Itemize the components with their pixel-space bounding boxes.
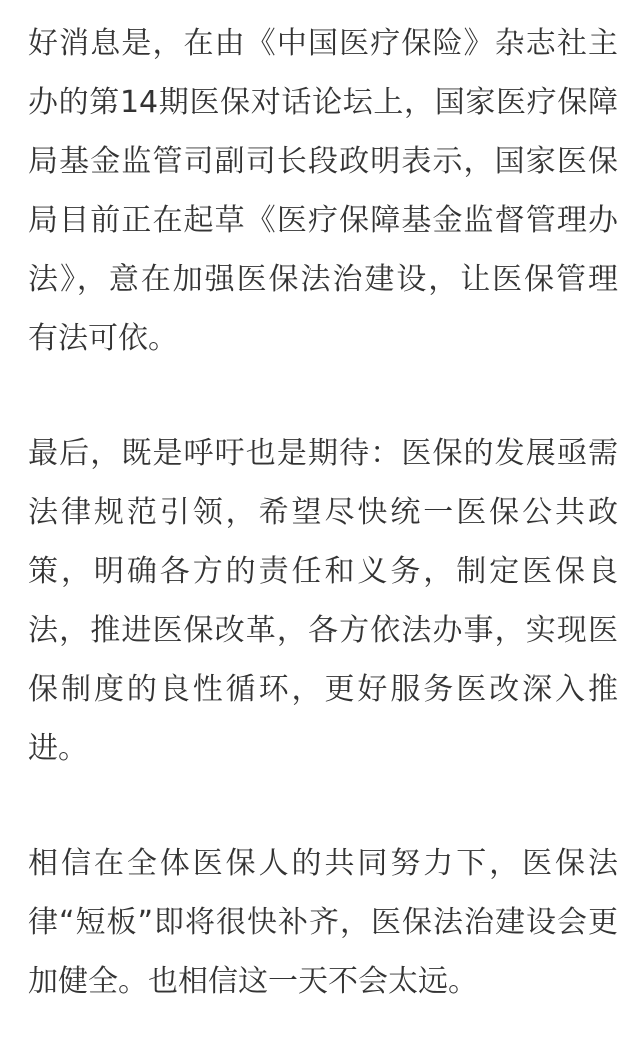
text-line: 相信在全体医保人的共同努力下，医保法 xyxy=(28,846,618,881)
text-line: 法律规范引领，希望尽快统一医保公共政 xyxy=(28,495,618,530)
paragraph-3 xyxy=(28,834,618,1011)
text-line: 好消息是，在由《中国医疗保险》杂志社主 xyxy=(28,26,618,61)
paragraph-gap xyxy=(28,368,618,424)
text-line: 加健全。也相信这一天不会太远。 xyxy=(28,964,478,999)
text-line: 局基金监管司副司长段政明表示，国家医保 xyxy=(28,144,618,179)
paragraph-1 xyxy=(28,14,618,368)
paragraph-gap xyxy=(28,778,618,834)
text-line: 保制度的良性循环，更好服务医改深入推 xyxy=(28,672,618,707)
text-line: 策，明确各方的责任和义务，制定医保良 xyxy=(28,554,618,589)
text-line: 局目前正在起草《医疗保障基金监督管理办 xyxy=(28,203,618,238)
text-line: 最后，既是呼吁也是期待：医保的发展亟需 xyxy=(28,436,618,471)
text-line: 办的第14期医保对话论坛上，国家医疗保障 xyxy=(28,85,618,120)
text-line: 律“短板”即将很快补齐，医保法治建设会更 xyxy=(28,905,618,940)
paragraph-2 xyxy=(28,424,618,778)
text-line: 法》，意在加强医保法治建设，让医保管理 xyxy=(28,262,618,297)
text-line: 进。 xyxy=(28,731,88,766)
text-line: 法，推进医保改革，各方依法办事，实现医 xyxy=(28,613,618,648)
text-line: 有法可依。 xyxy=(28,321,178,356)
